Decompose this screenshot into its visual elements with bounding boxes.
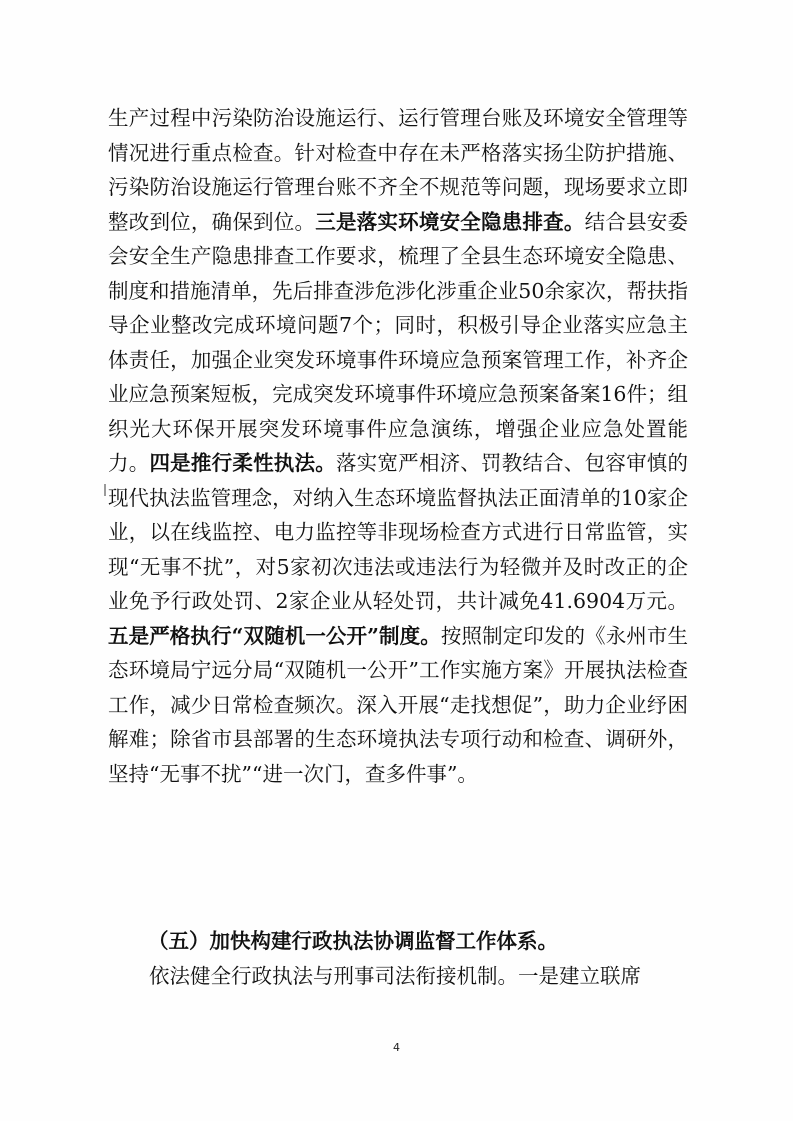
section-heading: （五）加快构建行政执法协调监督工作体系。 [148,929,558,953]
paragraph-text: 结合县安委会安全生产隐患排查工作要求，梳理了全县生态环境安全隐患、制度和措施清单，先后排查涉危涉化涉重企业50余家次，帮扶指导企业整改完成环境问题7个；同时，积极引导企业落实应急主体责任，加强企业突发环境事件环境应急预案管理工作，补齐企业应急预案短板，完成突发环境事件环境应急预案备案16件；组织光大环保开展突发环境事件应急演练，增强企业应急处置能力。 [108,209,689,475]
paragraph-text: 生产过程中污染防治设施运行、运行管理台账及环境安全管理等情况进行重点检查。针对检查中存在未严格落实扬尘防护措施、污染防治设施运行管理台账不齐全不规范等问题，现场要求立即整改到位，确保到位。 [108,106,688,234]
binding-mark [104,484,106,496]
paragraph-text: 落实宽严相济、罚教结合、包容审慎的现代执法监管理念，对纳入生态环境监督执法正面清单的10家企业，以在线监控、电力监控等非现场检查方式进行日常监管，实现“无事不扰”，对5家初次违法或违法行为轻微并及时改正的企业免予行政处罚、2家企业从轻处罚，共计减免41.6904万元。 [108,451,689,613]
page-number: 4 [393,1041,400,1054]
bold-heading-inline: 四是推行柔性执法。 [149,451,336,475]
paragraph-text: 按照制定印发的《永州市生态环境局宁远分局“双随机一公开”工作实施方案》开展执法检查工作，减少日常检查频次。深入开展“走找想促”，助力企业纾困解难；除省市县部署的生态环境执法专项行动和检查、调研外，坚持“无事不扰”“进一次门，查多件事”。 [108,623,689,786]
bold-heading-inline: 三是落实环境安全隐患排查。 [315,209,585,234]
body-paragraph [108,101,688,791]
bold-heading-inline: 五是严格执行“双随机一公开”制度。 [108,623,441,648]
last-paragraph: 依法健全行政执法与刑事司法衔接机制。一是建立联席 [149,964,641,988]
